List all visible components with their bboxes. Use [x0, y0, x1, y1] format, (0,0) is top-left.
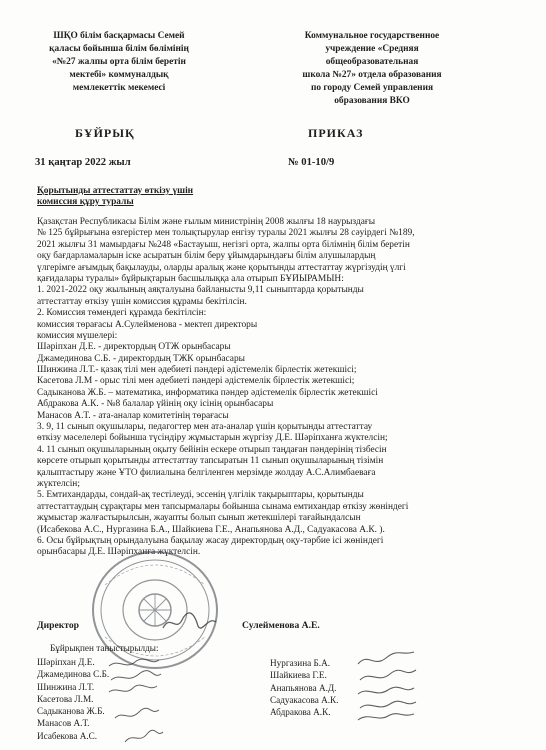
body-line: оқу бағдарламаларын іске асыратын білім беру ұйымдарындағы білім алушылардың — [37, 251, 376, 262]
body-line: қалыптастыру және ҰТО филиалына белгіленген мерзімде жолдау А.С.Алимбаеваға — [37, 467, 376, 478]
header-right-line: школа №27» отдела образования — [302, 70, 442, 80]
body-line: Джамединова С.Б. - директордың ТЖК орынбасары — [37, 353, 245, 364]
body-line: Шинжина Л.Т.- қазақ тілі мен әдебиеті пәндері әдістемелік бірлестік жетекшісі; — [37, 365, 357, 376]
header-left-line: «№27 жалпы орта білім беретін — [52, 57, 186, 67]
ack-name: Шайкиева Г.Е. — [270, 670, 327, 681]
header-right-line: Коммунальное государственное — [304, 31, 440, 41]
signature-name: Сулейменова А.Е. — [242, 620, 320, 631]
body-line: аттестаттау өткізу үшін комиссия құрамы бекітілсін. — [37, 296, 247, 307]
signature-title: Директор — [37, 620, 79, 631]
ack-name: Анапьянова А.Д. — [270, 682, 337, 693]
body-line: 6. Осы бұйрықтың орындалуына бақылау жасау директордың оқу-тәрбие ісі жөніндегі — [37, 535, 384, 546]
document-title-ru: ПРИКАЗ — [308, 126, 364, 140]
body-line: 5. Емтихандарды, сондай-ақ тестілеуді, эссенің үлгілік тақырыптары, қорытынды — [37, 490, 364, 501]
subject-line: комиссия құру туралы — [37, 197, 134, 207]
header-right-line: образования ВКО — [334, 96, 410, 106]
document-date: 31 қаңтар 2022 жыл — [35, 157, 131, 168]
body-line: орынбасары Д.Е. Шәріпханға жүктелсін. — [37, 547, 201, 558]
body-line: үлгерімге ағымдық бақылауды, оларды аралық және қорытынды аттестаттау жүргізудің үлгі — [37, 262, 406, 273]
body-line: аттестаттаудың сұрақтары мен тапсырмалары бойынша сынама емтихандар өткізу жөніндегі — [37, 501, 409, 512]
body-line: Шәріпхан Д.Е. - директордың ОТЖ орынбасары — [37, 342, 231, 353]
header-left-line: мемлекеттік мекемесі — [72, 83, 166, 93]
body-line: Касетова Л.М - орыс тілі мен әдебиеті пәндері әдістемелік бірлестік жетекшісі; — [37, 376, 355, 387]
acknowledged-list-left — [37, 656, 109, 742]
body-line: № 125 бұйрығына өзгерістер мен толықтырулар енгізу туралы 2021 жылғы 28 сәуірдегі №189, — [37, 228, 415, 239]
body-line: комиссия мүшелері: — [37, 330, 118, 341]
ack-name: Садыканова Ж.Б. — [37, 706, 105, 717]
acknowledged-list-right — [270, 657, 338, 718]
document-subject — [37, 186, 193, 208]
document-number: № 01-10/9 — [288, 157, 335, 168]
ack-name: Манасов А.Т. — [37, 718, 90, 729]
body-line: Манасов А.Т. - ата-аналар комитетінің төрағасы — [37, 410, 229, 421]
body-line: 1. 2021-2022 оқу жылының аяқталуына байланысты 9,11 сыныптарда қорытынды — [37, 285, 364, 296]
body-line: Садыканова Ж.Б. – математика, информатика пәндер әдістемелік бірлестік жетекшісі — [37, 387, 378, 398]
header-right-line: по городу Семей управления — [310, 83, 434, 93]
body-line: жүктелсін; — [37, 478, 80, 489]
body-line: 2. Комиссия төмендегі құрамда бекітілсін: — [37, 308, 207, 319]
header-right-line: общеобразовательная — [325, 57, 419, 67]
acknowledged-label: Бұйрықпен таныстырылды: — [50, 643, 159, 653]
body-line: 3. 9, 11 сынып оқушылары, педагогтер мен ата-аналар үшін қорытынды аттестаттау — [37, 422, 373, 433]
ack-name: Исабекова А.С. — [37, 730, 98, 741]
body-line: 2021 жылғы 31 мамырдағы №248 «Бастауыш, негізгі орта, жалпы орта білімнің білім беретін — [37, 239, 410, 250]
staff-signatures-left-icon — [105, 656, 165, 746]
body-line: Қазақстан Республикасы Білім және ғылым министрінің 2008 жылғы 18 наурыздағы — [37, 217, 376, 227]
body-line: Абдракова А.К. - №8 балалар үйінің оқу ісінің орынбасары — [37, 399, 274, 410]
body-line: (Исабекова А.С., Нургазина Б.А., Шайкиева Г.Е., Анапьянова А.Д., Садуакасова А.К. ). — [37, 524, 385, 535]
staff-signatures-right-icon — [352, 650, 422, 722]
ack-name: Шинжина Л.Т. — [37, 681, 95, 692]
subject-line: Қорытынды аттестаттау өткізу үшін — [37, 186, 194, 196]
document-title-kz: БҰЙРЫҚ — [75, 126, 135, 140]
document-body — [37, 217, 513, 559]
body-line: өткізу мәселелері бойынша түсіндіру жұмыстарын жүргізу Д.Е. Шәріпханға жүктелсін; — [37, 433, 388, 444]
header-left-kz — [24, 30, 214, 95]
header-right-ru — [282, 30, 462, 108]
header-right-line: учреждение «Средняя — [325, 44, 419, 54]
ack-name: Садуакасова А.К. — [270, 694, 339, 705]
ack-name: Нургазина Б.А. — [270, 658, 331, 668]
header-left-line: мектебі» коммуналдық — [69, 70, 169, 80]
ack-name: Касетова Л.М. — [37, 693, 94, 704]
body-line: 4. 11 сынып оқушыларының оқыту бейінін ескере отырып таңдаған пәндерінің тізбесін — [37, 444, 387, 455]
body-line: жұмыстар жалғастырылсын, жауапты болып сынып жетекшілері тағайындалсын — [37, 513, 361, 524]
ack-name: Шәріпхан Д.Е. — [37, 657, 95, 667]
body-line: комиссия төрағасы А.Сулейменова - мектеп директоры — [37, 319, 258, 330]
director-signature-icon — [160, 610, 220, 636]
ack-name: Джамединова С.Б. — [37, 669, 110, 680]
header-left-line: ШҚО білім басқармасы Семей — [53, 31, 185, 41]
body-line: қағидалары туралы» бұйрықтарын басшылыққа ала отырып БҰЙЫРАМЫН: — [37, 273, 344, 284]
header-left-line: қаласы бойынша білім бөлімінің — [49, 44, 189, 54]
ack-name: Абдракова А.К. — [270, 707, 331, 718]
body-line: көрсете отырып қорытынды аттестаттау тапсыратын 11 сынып оқушыларының тізімін — [37, 456, 384, 467]
